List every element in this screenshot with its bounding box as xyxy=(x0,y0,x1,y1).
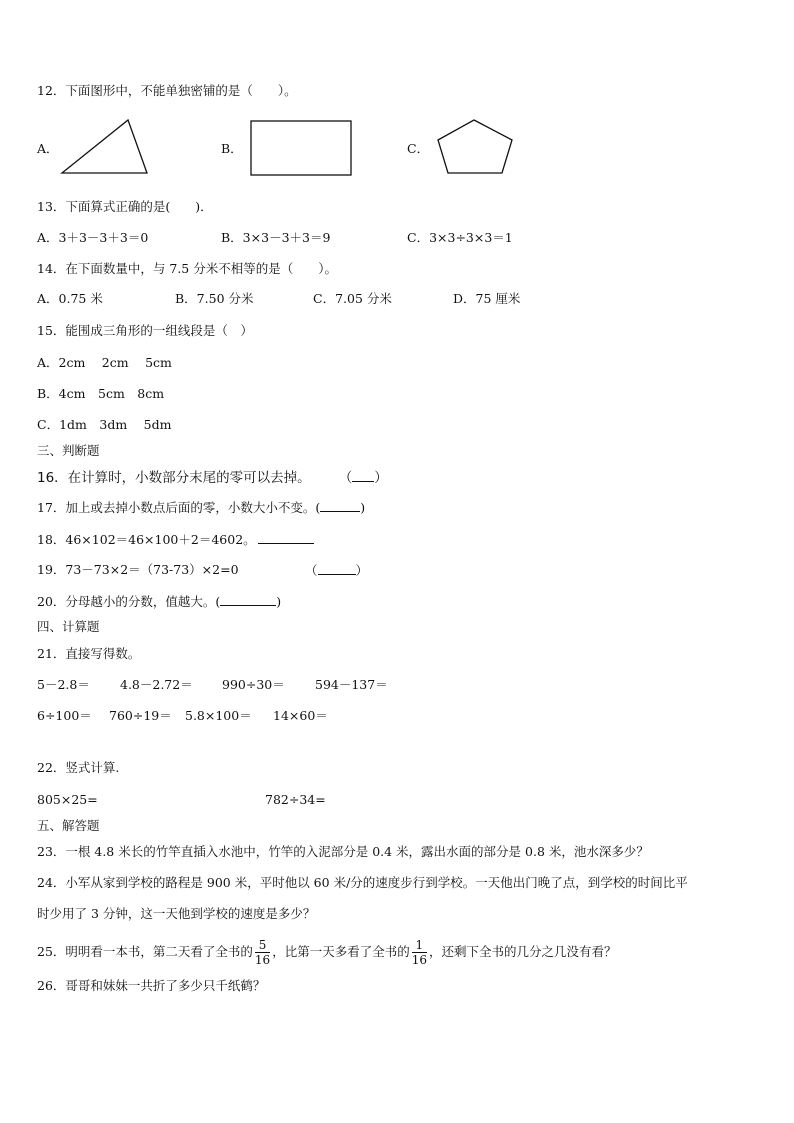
q23-stem: 23．一根 4.8 米长的竹竿直插入水池中，竹竿的入泥部分是 0.4 米，露出水面的部分是 0.8 米，池水深多少？ xyxy=(37,844,649,859)
q21-item: 4.8－2.72＝ xyxy=(120,677,193,692)
section-heading-calculation: 四、计算题 xyxy=(37,619,100,634)
section-heading-word-problems: 五、解答题 xyxy=(37,818,100,833)
q16-answer-blank[interactable] xyxy=(352,469,374,482)
fraction-numerator: 5 xyxy=(255,938,270,953)
q15-option-c: C．1dm 3dm 5dm xyxy=(37,417,172,432)
q16-paren-open: （ xyxy=(338,470,353,486)
q21-item: 990÷30＝ xyxy=(222,677,285,692)
fraction-denominator: 16 xyxy=(411,953,427,967)
section-heading-judgement: 三、判断题 xyxy=(37,443,100,458)
fraction-five-sixteenths xyxy=(255,938,270,967)
q18-stem xyxy=(37,531,314,548)
q22-item-b: 782÷34= xyxy=(265,792,326,807)
q12-option-a-label: A． xyxy=(37,141,59,156)
q16-stem xyxy=(37,469,388,486)
fraction-one-sixteenth xyxy=(412,938,427,967)
q17-paren-close: ) xyxy=(360,500,366,515)
q19-stem: 19．73－73×2＝（73-73）×2=0 xyxy=(37,562,239,577)
q21-item: 14×60＝ xyxy=(273,708,328,723)
q14-option-b: B．7.50 分米 xyxy=(175,291,254,306)
q20-paren-close: ) xyxy=(276,594,282,609)
q21-item: 5－2.8＝ xyxy=(37,677,90,692)
q15-stem: 15．能围成三角形的一组线段是（ ） xyxy=(37,323,253,338)
q13-option-a: A．3＋3－3＋3＝0 xyxy=(37,230,149,245)
q16-text: 16．在计算时，小数部分末尾的零可以去掉。 xyxy=(37,470,311,486)
q15-option-b: B．4cm 5cm 8cm xyxy=(37,386,165,401)
q25-text-2: ，比第一天多看了全书的 xyxy=(272,944,410,959)
q20-text: 20．分母越小的分数，值越大。( xyxy=(37,594,221,609)
q20-stem xyxy=(37,593,281,610)
q18-answer-blank[interactable] xyxy=(258,531,314,544)
triangle-shape xyxy=(60,118,150,176)
q26-stem: 26．哥哥和妹妹一共折了多少只千纸鹤？ xyxy=(37,978,266,993)
q14-option-c: C．7.05 分米 xyxy=(313,291,392,306)
q21-item: 5.8×100＝ xyxy=(185,708,252,723)
fraction-denominator: 16 xyxy=(254,953,271,967)
q16-paren-close: ） xyxy=(374,470,388,486)
q17-stem xyxy=(37,499,365,516)
q13-stem: 13．下面算式正确的是( )． xyxy=(37,199,213,214)
q21-item: 6÷100＝ xyxy=(37,708,92,723)
q22-stem: 22．竖式计算. xyxy=(37,760,120,775)
q19-paren-open: （ xyxy=(305,563,318,578)
q12-stem: 12．下面图形中，不能单独密铺的是（ ）。 xyxy=(37,83,297,98)
q12-option-b-label: B． xyxy=(221,141,243,156)
q25-stem xyxy=(37,933,617,971)
q17-text: 17．加上或去掉小数点后面的零，小数大小不变。( xyxy=(37,500,321,515)
q13-option-c: C．3×3÷3×3＝1 xyxy=(407,230,513,245)
q21-stem: 21．直接写得数。 xyxy=(37,646,141,661)
q20-answer-blank[interactable] xyxy=(220,593,276,606)
q19-paren xyxy=(305,562,368,579)
q22-item-a: 805×25= xyxy=(37,792,98,807)
q14-stem: 14．在下面数量中，与 7.5 分米不相等的是（ ）。 xyxy=(37,261,337,276)
q19-paren-close: ） xyxy=(355,563,369,578)
q14-option-d: D．75 厘米 xyxy=(453,291,521,306)
q15-option-a: A．2cm 2cm 5cm xyxy=(37,355,172,370)
q14-option-a: A．0.75 米 xyxy=(37,291,103,306)
q21-item: 760÷19＝ xyxy=(109,708,172,723)
q25-text-1: 25．明明看一本书，第二天看了全书的 xyxy=(37,944,253,959)
q13-option-b: B．3×3－3＋3＝9 xyxy=(221,230,331,245)
q17-answer-blank[interactable] xyxy=(320,499,360,512)
pentagon-shape xyxy=(436,118,516,176)
fraction-numerator: 1 xyxy=(412,938,427,953)
q24-line2: 时少用了 3 分钟，这一天他到学校的速度是多少？ xyxy=(37,906,316,921)
q18-text: 18．46×102＝46×100＋2＝4602。 xyxy=(37,532,256,547)
q21-item: 594－137＝ xyxy=(315,677,388,692)
rectangle-shape xyxy=(250,120,352,176)
q25-text-3: ，还剩下全书的几分之几没有看？ xyxy=(429,944,617,959)
q24-line1: 24．小军从家到学校的路程是 900 米，平时他以 60 米/分的速度步行到学校。一天他出门晚了点，到学校的时间比平 xyxy=(37,875,688,890)
q19-answer-blank[interactable] xyxy=(318,562,356,575)
q12-option-c-label: C． xyxy=(407,141,430,156)
